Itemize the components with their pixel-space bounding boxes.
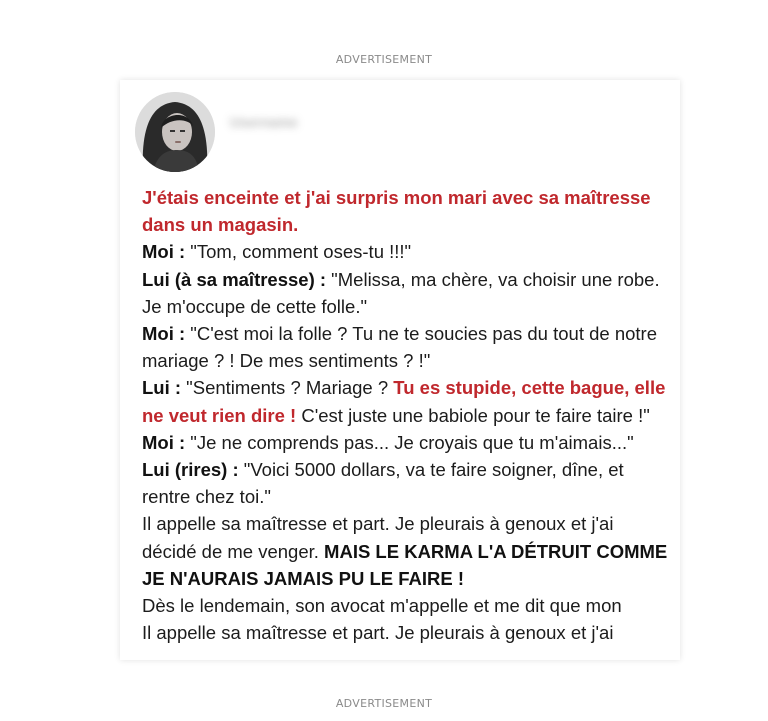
story-text (142, 184, 672, 646)
cut-off-line: Il appelle sa maîtresse et part. Je pleurais à genoux et j'ai (142, 622, 614, 644)
story-title: J'étais enceinte et j'ai surpris mon mari avec sa maîtresse dans un magasin. (142, 187, 651, 236)
narration: Il appelle sa maîtresse et part. Je pleurais à genoux et j'ai décidé de me venger. MAIS LE KARMA L'A DÉTRUIT COMME JE N'AURAIS JAMAIS PU LE FAIRE ! (142, 513, 668, 589)
avatar (135, 92, 215, 172)
dialogue-line: Moi : "Tom, comment oses-tu !!!" (142, 241, 412, 263)
dialogue-line: Moi : "C'est moi la folle ? Tu ne te soucies pas du tout de notre mariage ? ! De mes sentiments ? !" (142, 323, 657, 372)
bottom-fade (120, 648, 680, 660)
avatar-portrait-icon (135, 92, 215, 172)
advertisement-label-top: ADVERTISEMENT (335, 53, 433, 66)
narration-continued: Dès le lendemain, son avocat m'appelle et me dit que mon (142, 595, 622, 617)
dialogue-line: Lui (à sa maîtresse) : "Melissa, ma chère, va choisir une robe. Je m'occupe de cette folle." (142, 268, 660, 317)
dialogue-line: Lui (rires) : "Voici 5000 dollars, va te faire soigner, dîne, et rentre chez toi." (142, 459, 624, 508)
blurred-username: Username (230, 114, 298, 130)
story-image (120, 80, 680, 660)
dialogue-line: Lui : "Sentiments ? Mariage ? Tu es stupide, cette bague, elle ne veut rien dire ! C'est juste une babiole pour te faire taire !" (142, 377, 666, 426)
advertisement-label-bottom: ADVERTISEMENT (335, 697, 433, 710)
dialogue-line: Moi : "Je ne comprends pas... Je croyais que tu m'aimais..." (142, 431, 634, 453)
